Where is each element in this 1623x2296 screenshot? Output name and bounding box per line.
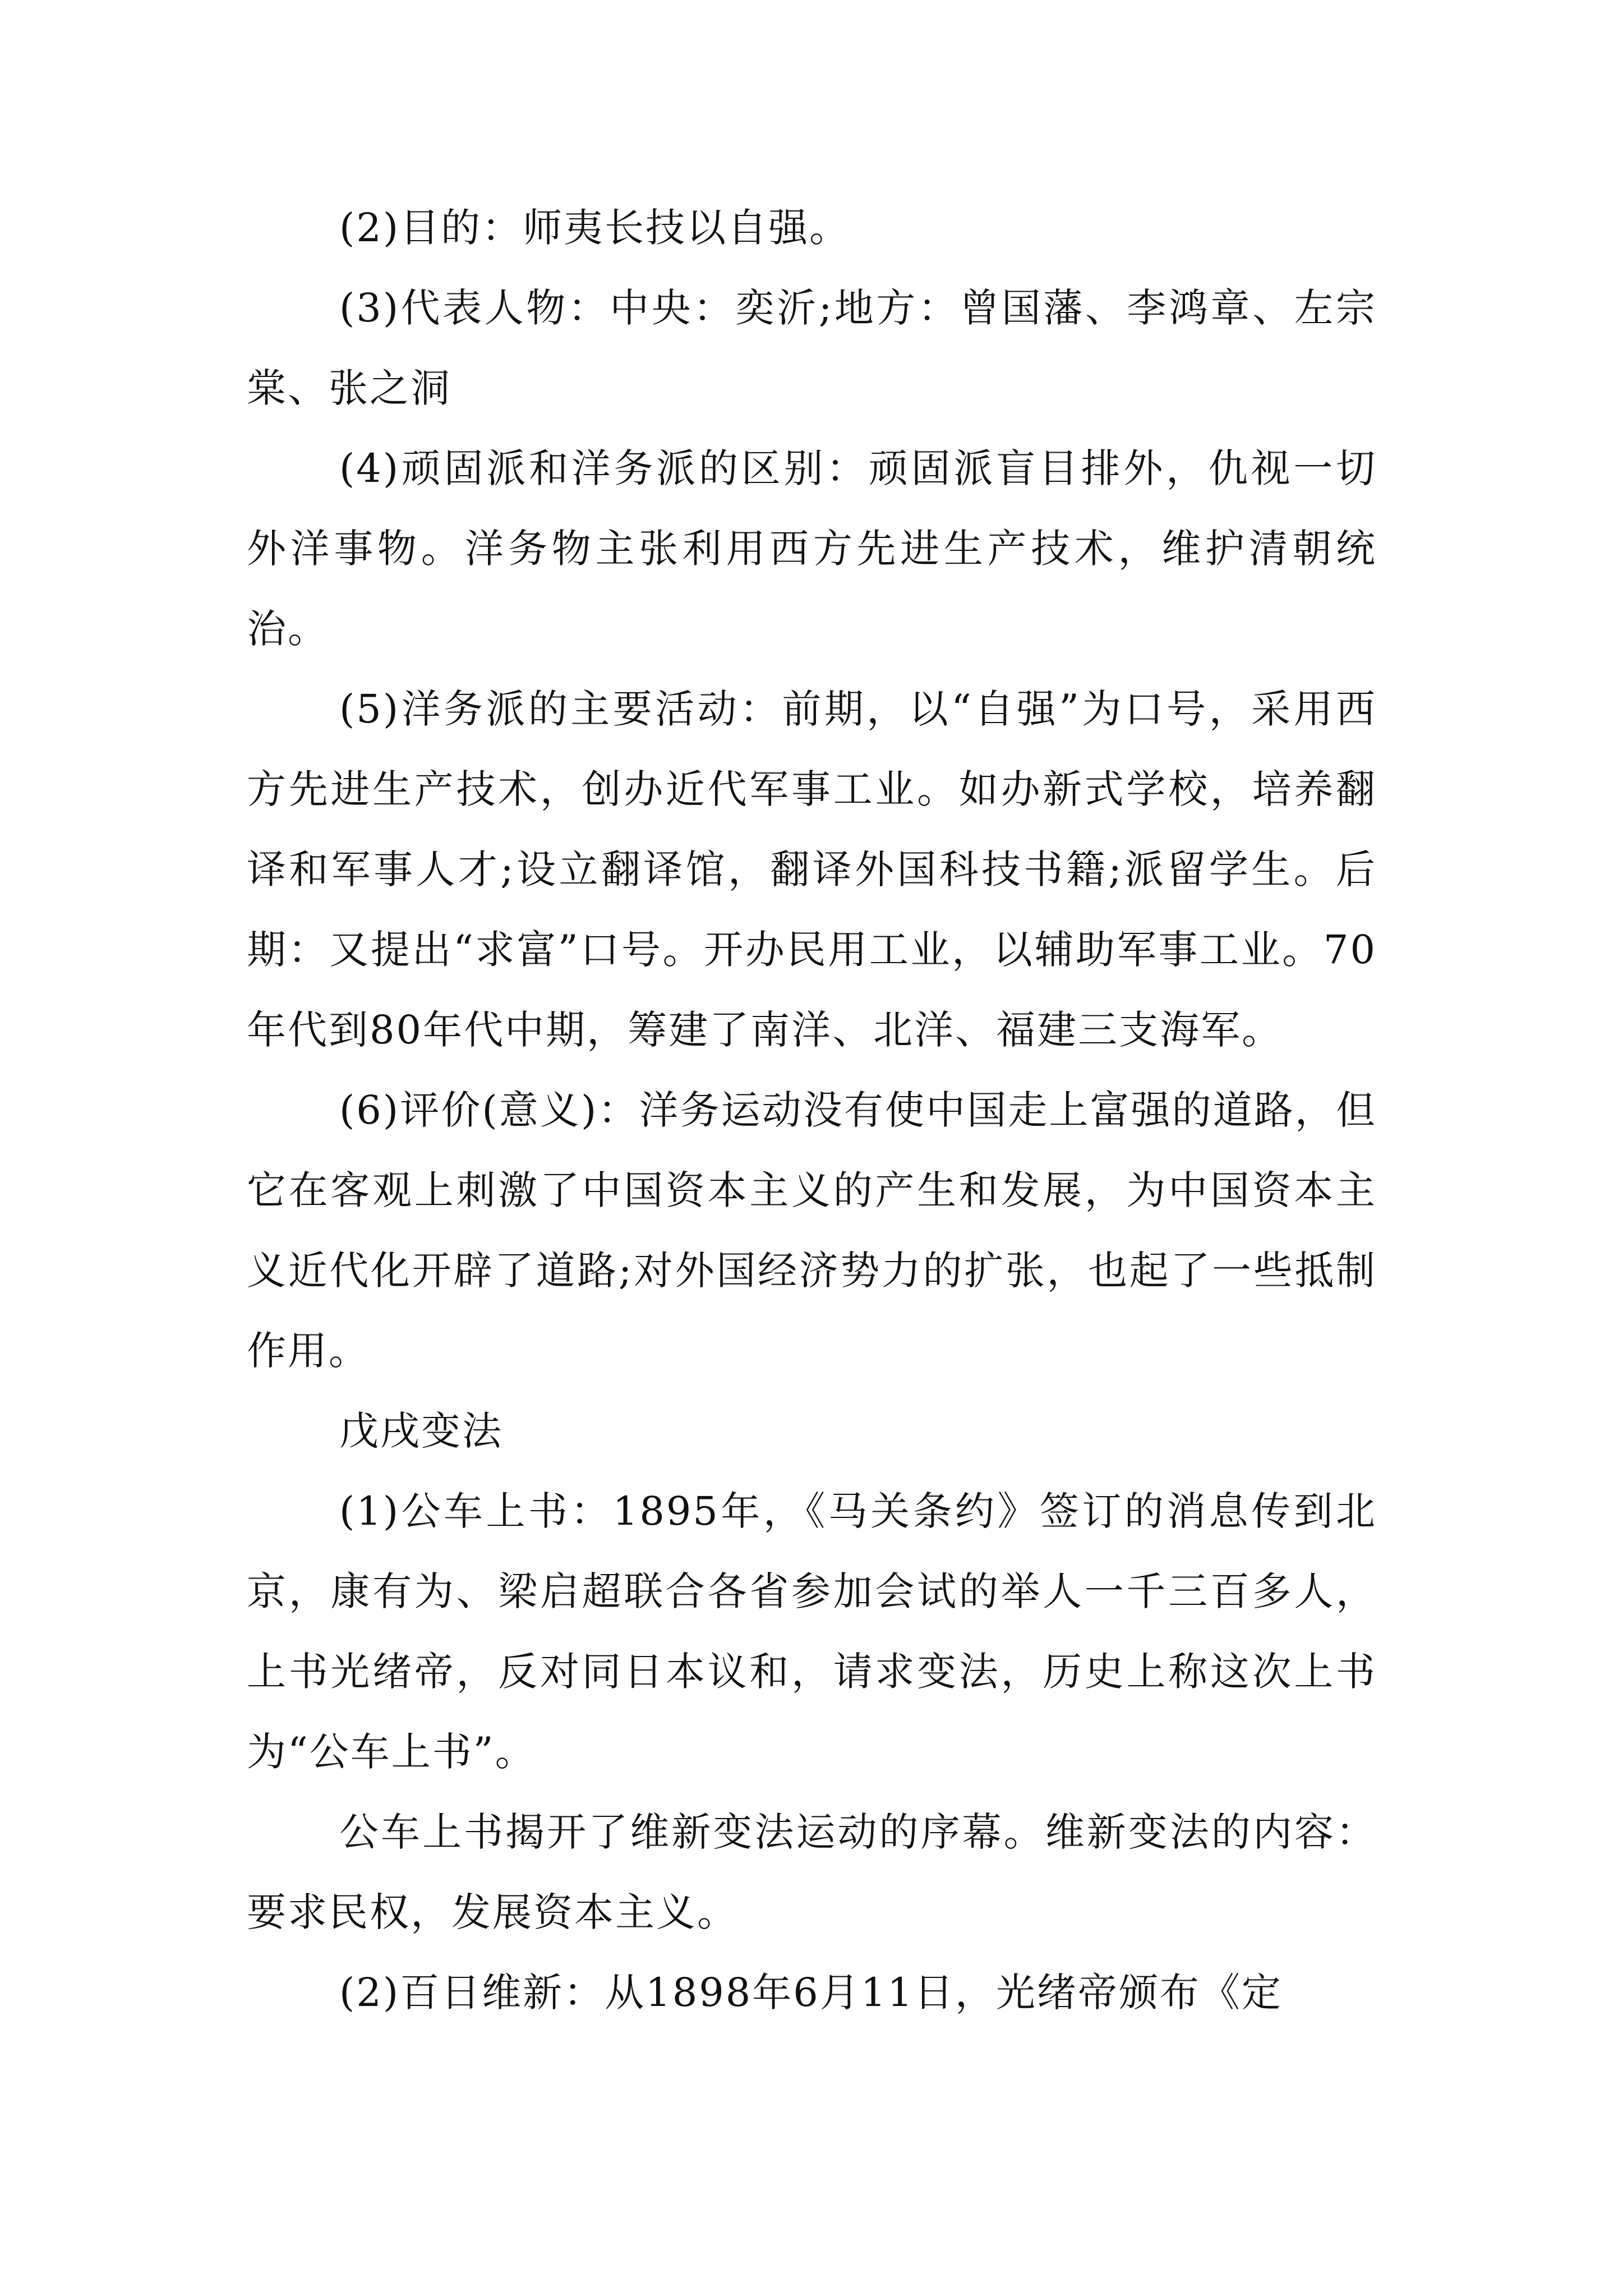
paragraph-main-activities: (5)洋务派的主要活动：前期，以“自强”为口号，采用西方先进生产技术，创办近代军事工业。如办新式学校，培养翻译和军事人才;设立翻译馆，翻译外国科技书籍;派留学生。后期：又提出“求富”口号。开办民用工业，以辅助军事工业。70年代到80年代中期，筹建了南洋、北洋、福建三支海军。	[247, 686, 1377, 1053]
paragraph-purpose: (2)目的：师夷长技以自强。	[339, 205, 851, 251]
paragraph-factions-difference: (4)顽固派和洋务派的区别：顽固派盲目排外，仇视一切外洋事物。洋务物主张利用西方先进生产技术，维护清朝统治。	[247, 445, 1377, 652]
paragraph-petition-significance: 公车上书揭开了维新变法运动的序幕。维新变法的内容：要求民权，发展资本主义。	[247, 1809, 1377, 1935]
document-body	[247, 188, 1377, 2033]
paragraph-hundred-days: (2)百日维新：从1898年6月11日，光绪帝颁布《定	[339, 1970, 1283, 2016]
paragraph-representatives: (3)代表人物：中央：奕沂;地方：曾国藩、李鸿章、左宗棠、张之洞	[247, 285, 1377, 411]
section-heading-reform: 戊戌变法	[339, 1408, 503, 1454]
paragraph-petition: (1)公车上书：1895年，《马关条约》签订的消息传到北京，康有为、梁启超联合各省参加会试的举人一千三百多人，上书光绪帝，反对同日本议和，请求变法，历史上称这次上书为“公车上书”。	[247, 1488, 1377, 1775]
paragraph-evaluation: (6)评价(意义)：洋务运动没有使中国走上富强的道路，但它在客观上刺激了中国资本主义的产生和发展，为中国资本主义近代化开辟了道路;对外国经济势力的扩张，也起了一些抵制作用。	[247, 1087, 1377, 1374]
